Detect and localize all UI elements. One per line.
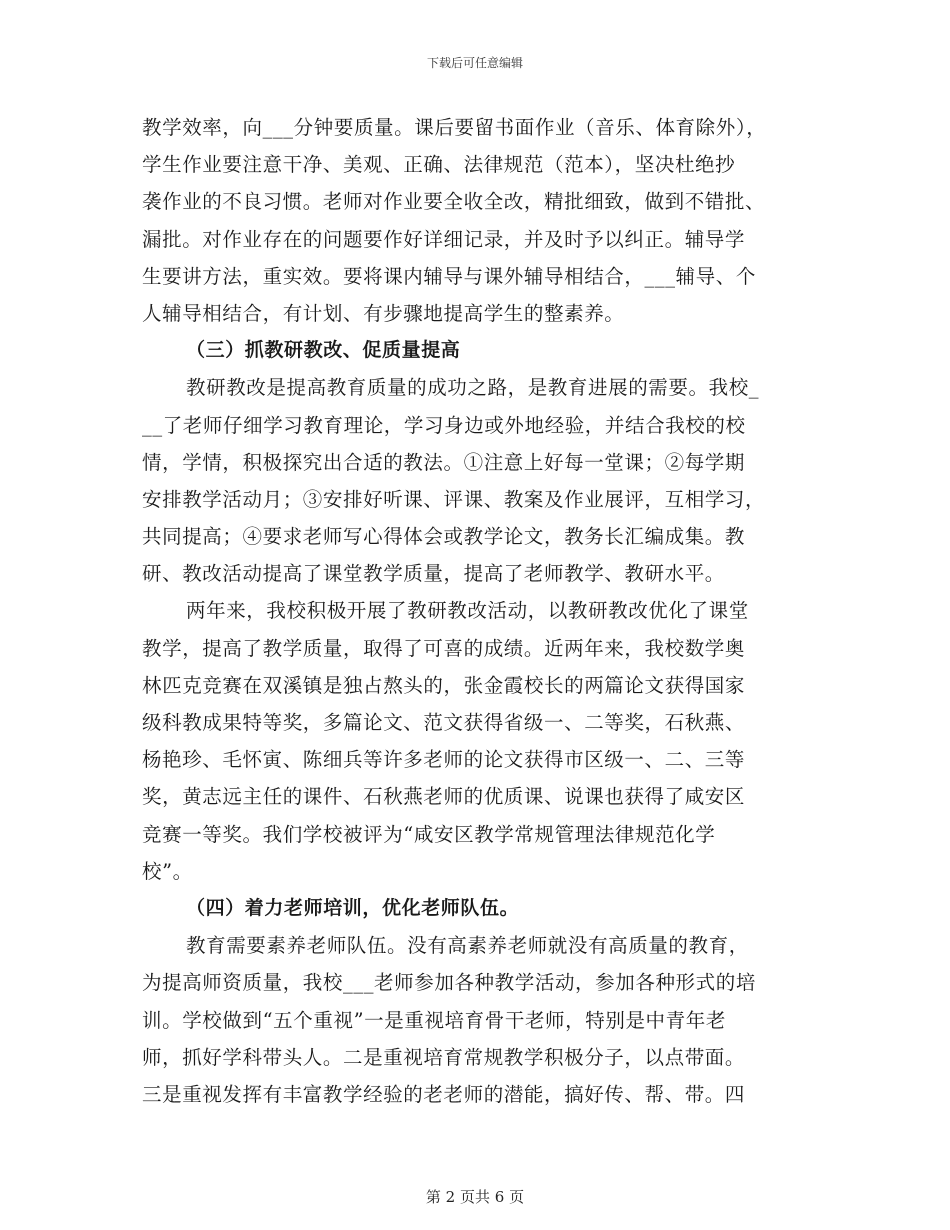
paragraph-first-line: 教育需要素养老师队伍。没有高素养老师就没有高质量的教育， — [186, 934, 749, 958]
text-line: __了老师仔细学习教育理论，学习身边或外地经验，并结合我校的校 — [142, 413, 746, 437]
text-line: 研、教改活动提高了课堂教学质量，提高了老师教学、教研水平。 — [142, 562, 725, 586]
text-line: 人辅导相结合，有计划、有步骤地提高学生的整素养。 — [142, 301, 625, 325]
text-line: 三是重视发挥有丰富教学经验的老老师的潜能，搞好传、帮、带。四 — [142, 1082, 746, 1106]
text-line: 安排教学活动月；③安排好听课、评课、教案及作业展评，互相学习， — [142, 487, 766, 511]
text-line: 共同提高；④要求老师写心得体会或教学论文，教务长汇编成集。教 — [142, 525, 746, 549]
paragraph-first-line: 教研教改是提高教育质量的成功之路，是教育进展的需要。我校_ — [186, 376, 760, 400]
text-line: 竞赛一等奖。我们学校被评为“咸安区教学常规管理法律规范化学 — [142, 822, 716, 846]
text-line: 级科教成果特等奖，多篇论文、范文获得省级一、二等奖，石秋燕、 — [142, 711, 746, 734]
section-heading: （三）抓教研教改、促质量提高 — [186, 339, 461, 362]
text-line: 生要讲方法，重实效。要将课内辅导与课外辅导相结合，___辅导、个 — [142, 264, 756, 288]
text-line: 教学，提高了教学质量，取得了可喜的成绩。近两年来，我校数学奥 — [142, 636, 746, 660]
page-header: 下载后可任意编辑 — [426, 56, 523, 70]
document-body — [142, 109, 802, 1113]
section-heading: （四）着力老师培训，优化老师队伍。 — [186, 896, 520, 919]
text-line: 训。学校做到“五个重视”一是重视培育骨干老师，特别是中青年老 — [142, 1008, 726, 1032]
text-line: 林匹克竞赛在双溪镇是独占熬头的，张金霞校长的两篇论文获得国家 — [142, 673, 746, 697]
text-line: 为提高师资质量，我校___老师参加各种教学活动，参加各种形式的培 — [142, 971, 756, 995]
text-line: 校”。 — [142, 859, 193, 883]
text-line: 奖，黄志远主任的课件、石秋燕老师的优质课、说课也获得了咸安区 — [142, 785, 746, 809]
text-line: 学生作业要注意干净、美观、正确、法律规范（范本），坚决杜绝抄 — [142, 153, 736, 177]
paragraph-first-line: 两年来，我校积极开展了教研教改活动，以教研教改优化了课堂 — [186, 599, 749, 623]
text-line: 杨艳珍、毛怀寅、陈细兵等许多老师的论文获得市区级一、二、三等 — [142, 748, 746, 772]
page-footer: 第 2 页共 6 页 — [425, 1188, 525, 1206]
text-line: 漏批。对作业存在的问题要作好详细记录，并及时予以纠正。辅导学 — [142, 227, 746, 251]
text-line: 教学效率，向___分钟要质量。课后要留书面作业（音乐、体育除外）， — [142, 116, 767, 139]
text-line: 师，抓好学科带头人。二是重视培育常规教学积极分子，以点带面。 — [142, 1045, 746, 1069]
text-line: 袭作业的不良习惯。老师对作业要全收全改，精批细致，做到不错批、 — [142, 190, 766, 214]
text-line: 情，学情，积极探究出合适的教法。①注意上好每一堂课；②每学期 — [142, 450, 746, 474]
